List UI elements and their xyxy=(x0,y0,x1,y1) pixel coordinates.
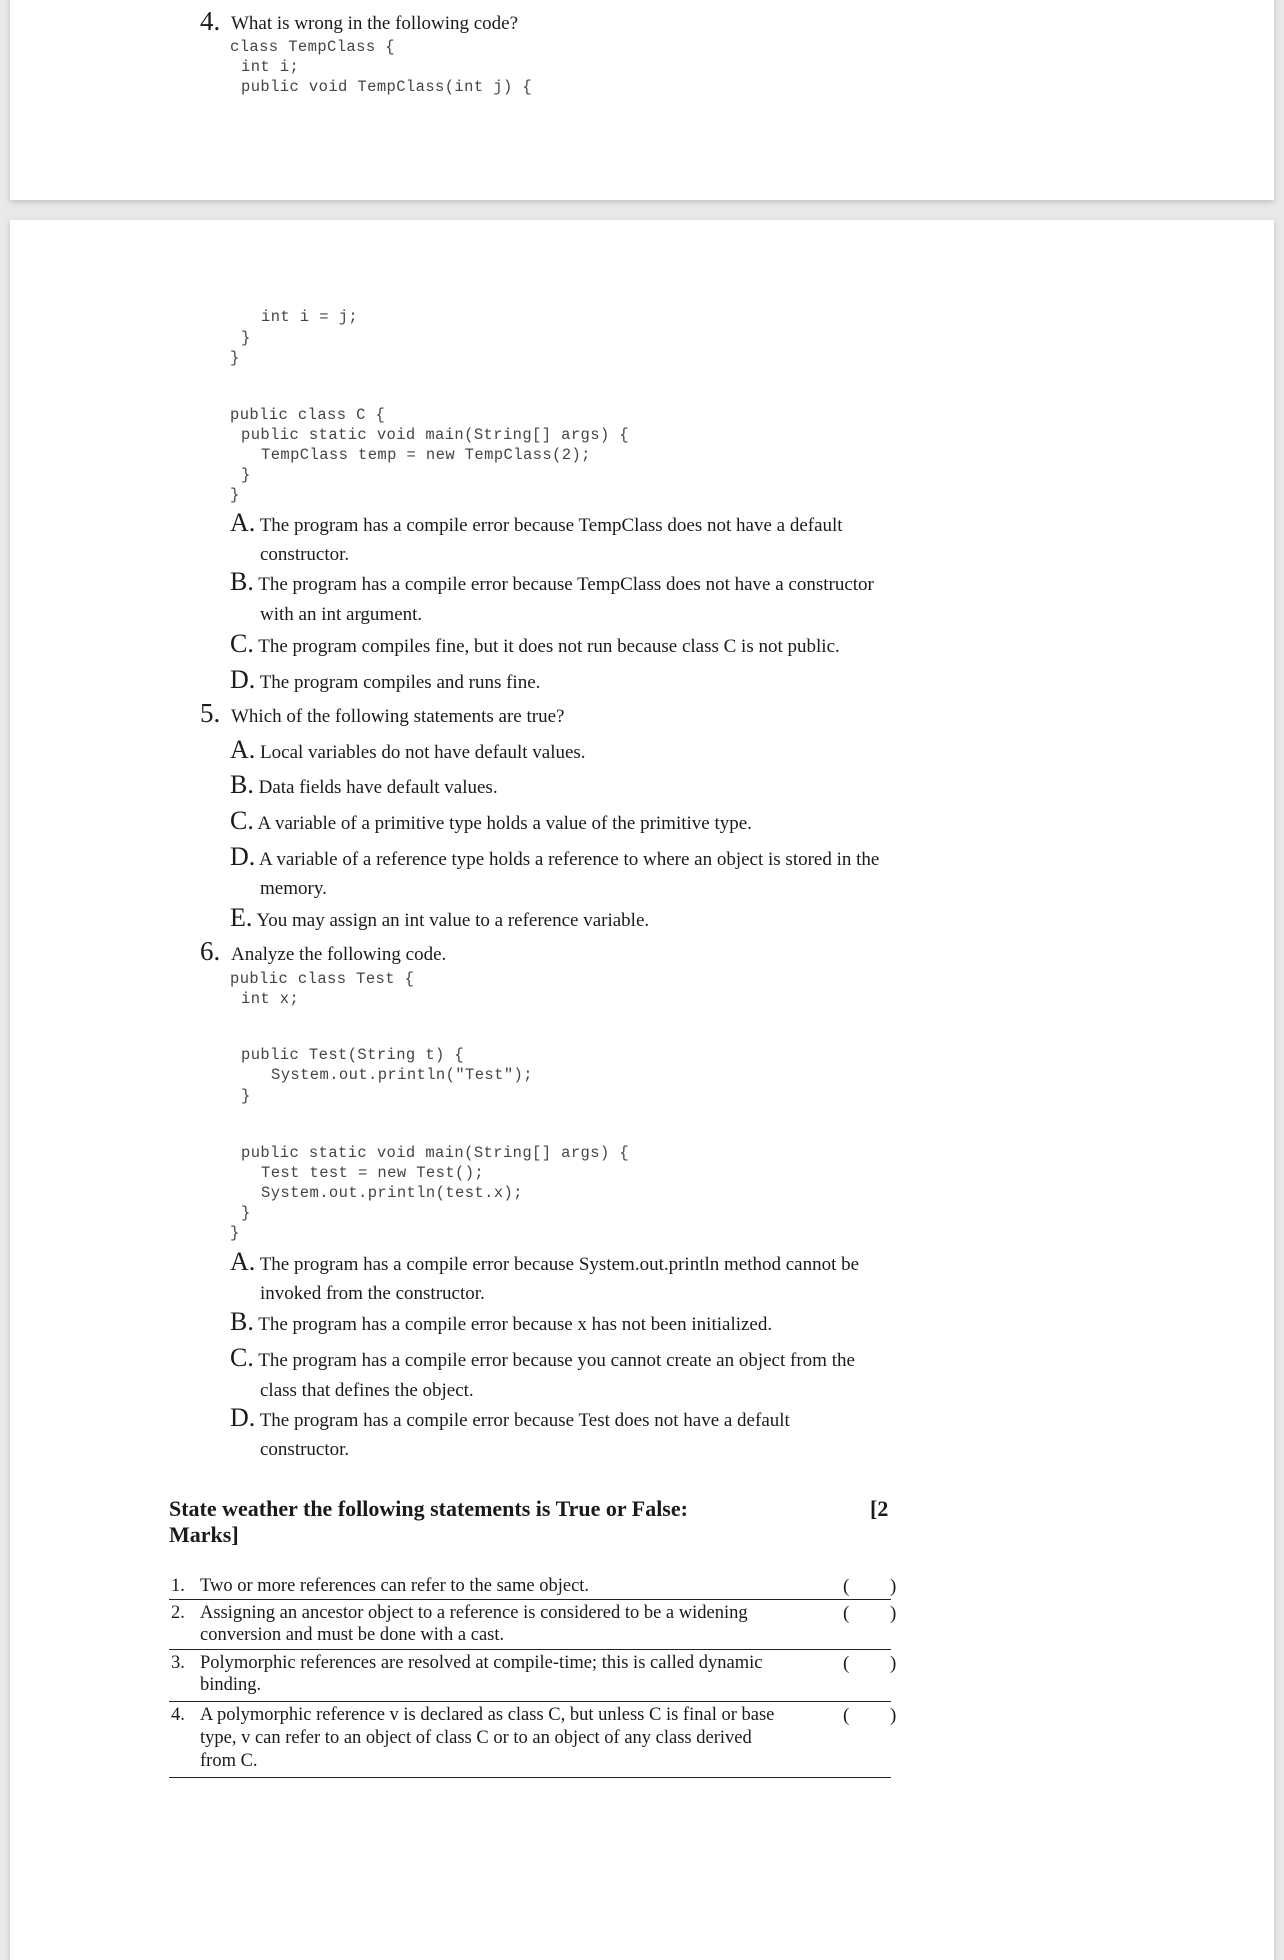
q5-option-c xyxy=(230,806,752,836)
q6-option-a-cont: invoked from the constructor. xyxy=(260,1283,485,1304)
tf-item-text: from C. xyxy=(200,1751,258,1771)
q6-option-c xyxy=(230,1343,855,1373)
tf-item-text: A polymorphic reference v is declared as class C, but unless C is final or base xyxy=(200,1705,775,1725)
q5-number: 5. xyxy=(200,698,221,728)
option-letter: E. xyxy=(230,903,253,932)
option-text: Data fields have default values. xyxy=(258,777,498,798)
q6-code-line: } xyxy=(230,1224,240,1242)
option-text: You may assign an int value to a reference variable. xyxy=(256,910,650,931)
tf-item-number: 2. xyxy=(171,1603,185,1623)
tf-answer-close: ) xyxy=(890,1705,897,1726)
tf-item-number: 1. xyxy=(171,1576,185,1596)
q4-option-a xyxy=(230,508,843,538)
q4-code-line: } xyxy=(241,329,251,347)
option-letter: B. xyxy=(230,1307,254,1336)
q6-code-line: } xyxy=(241,1087,251,1105)
tf-heading: State weather the following statements is True or False: xyxy=(169,1496,688,1521)
tf-answer-open: ( xyxy=(843,1653,850,1674)
option-letter: C. xyxy=(230,806,254,835)
q5-question: Which of the following statements are true? xyxy=(231,706,565,727)
q6-option-c-cont: class that defines the object. xyxy=(260,1380,474,1401)
q6-option-d xyxy=(230,1403,790,1433)
tf-answer-close: ) xyxy=(890,1576,897,1597)
tf-item-text: Assigning an ancestor object to a reference is considered to be a widening xyxy=(200,1603,748,1623)
q4-code-line: public static void main(String[] args) { xyxy=(241,426,630,444)
tf-answer-open: ( xyxy=(843,1603,850,1624)
tf-answer-close: ) xyxy=(890,1653,897,1674)
q6-option-d-cont: constructor. xyxy=(260,1439,350,1460)
q6-option-b xyxy=(230,1307,772,1337)
option-text: A variable of a reference type holds a reference to where an object is stored in the xyxy=(258,849,880,870)
q4-option-b-cont: with an int argument. xyxy=(260,604,423,625)
option-text: The program has a compile error because Test does not have a default xyxy=(259,1410,790,1431)
option-letter: B. xyxy=(230,770,254,799)
q6-code-line: System.out.println("Test"); xyxy=(271,1066,533,1084)
option-text: The program compiles fine, but it does not run because class C is not public. xyxy=(258,636,840,657)
option-text: The program has a compile error because you cannot create an object from the xyxy=(258,1350,855,1371)
option-letter: A. xyxy=(230,508,256,537)
q4-code-line: } xyxy=(230,349,240,367)
q5-option-b xyxy=(230,770,498,800)
tf-item-text: binding. xyxy=(200,1675,262,1695)
q4-option-c xyxy=(230,629,840,659)
option-text: Local variables do not have default values. xyxy=(260,742,586,763)
q4-option-b xyxy=(230,567,874,597)
tf-item-text: conversion and must be done with a cast. xyxy=(200,1625,505,1645)
tf-marks-a: [2 xyxy=(870,1496,889,1521)
q4-code-line: class TempClass { xyxy=(230,38,395,56)
q5-option-e xyxy=(230,903,649,933)
option-text: A variable of a primitive type holds a value of the primitive type. xyxy=(257,813,752,834)
option-text: The program has a compile error because TempClass does not have a constructor xyxy=(258,574,874,595)
option-letter: B. xyxy=(230,567,254,596)
q4-code-line: public class C { xyxy=(230,406,386,424)
tf-row-divider xyxy=(169,1649,891,1650)
tf-answer-open: ( xyxy=(843,1705,850,1726)
tf-row-divider xyxy=(169,1777,891,1778)
q6-code-line: public static void main(String[] args) { xyxy=(241,1144,630,1162)
q4-code-line: public void TempClass(int j) { xyxy=(241,78,533,96)
q4-number: 4. xyxy=(200,6,221,36)
tf-row-divider xyxy=(169,1599,891,1600)
q6-option-a xyxy=(230,1247,859,1277)
q4-question: What is wrong in the following code? xyxy=(231,13,519,34)
tf-item-text: Polymorphic references are resolved at compile-time; this is called dynamic xyxy=(200,1653,763,1673)
q6-code-line: public class Test { xyxy=(230,970,415,988)
option-letter: C. xyxy=(230,629,254,658)
tf-answer-close: ) xyxy=(890,1603,897,1624)
option-text: The program compiles and runs fine. xyxy=(259,672,541,693)
tf-item-text: Two or more references can refer to the same object. xyxy=(200,1576,590,1596)
option-text: The program has a compile error because x has not been initialized. xyxy=(258,1314,773,1335)
q4-code-line: } xyxy=(241,466,251,484)
document-page-main xyxy=(10,220,1274,1960)
option-text: The program has a compile error because System.out.println method cannot be xyxy=(259,1254,860,1275)
q6-number: 6. xyxy=(200,936,221,966)
tf-row-divider xyxy=(169,1701,891,1702)
tf-item-text: type, v can refer to an object of class C or to an object of any class derived xyxy=(200,1728,752,1748)
option-letter: A. xyxy=(230,1247,256,1276)
q6-question: Analyze the following code. xyxy=(231,944,447,965)
q6-code-line: System.out.println(test.x); xyxy=(261,1184,523,1202)
q5-option-a xyxy=(230,735,586,765)
tf-marks-b: Marks] xyxy=(169,1522,239,1547)
option-letter: D. xyxy=(230,665,256,694)
document-page-top xyxy=(10,0,1274,200)
q6-code-line: int x; xyxy=(241,990,300,1008)
q6-code-line: } xyxy=(241,1204,251,1222)
tf-item-number: 4. xyxy=(171,1705,185,1725)
option-letter: D. xyxy=(230,842,256,871)
tf-answer-open: ( xyxy=(843,1576,850,1597)
q6-code-line: public Test(String t) { xyxy=(241,1046,465,1064)
q4-option-d xyxy=(230,665,540,695)
q4-code-line: int i = j; xyxy=(261,308,359,326)
q4-code-line: } xyxy=(230,486,240,504)
q4-code-line: TempClass temp = new TempClass(2); xyxy=(261,446,591,464)
q6-code-line: Test test = new Test(); xyxy=(261,1164,485,1182)
q4-code-line: int i; xyxy=(241,58,300,76)
q5-option-d-cont: memory. xyxy=(260,878,327,899)
q5-option-d xyxy=(230,842,879,872)
option-letter: C. xyxy=(230,1343,254,1372)
option-text: The program has a compile error because TempClass does not have a default xyxy=(259,515,843,536)
option-letter: A. xyxy=(230,735,256,764)
q4-option-a-cont: constructor. xyxy=(260,544,350,565)
tf-item-number: 3. xyxy=(171,1653,185,1673)
option-letter: D. xyxy=(230,1403,256,1432)
